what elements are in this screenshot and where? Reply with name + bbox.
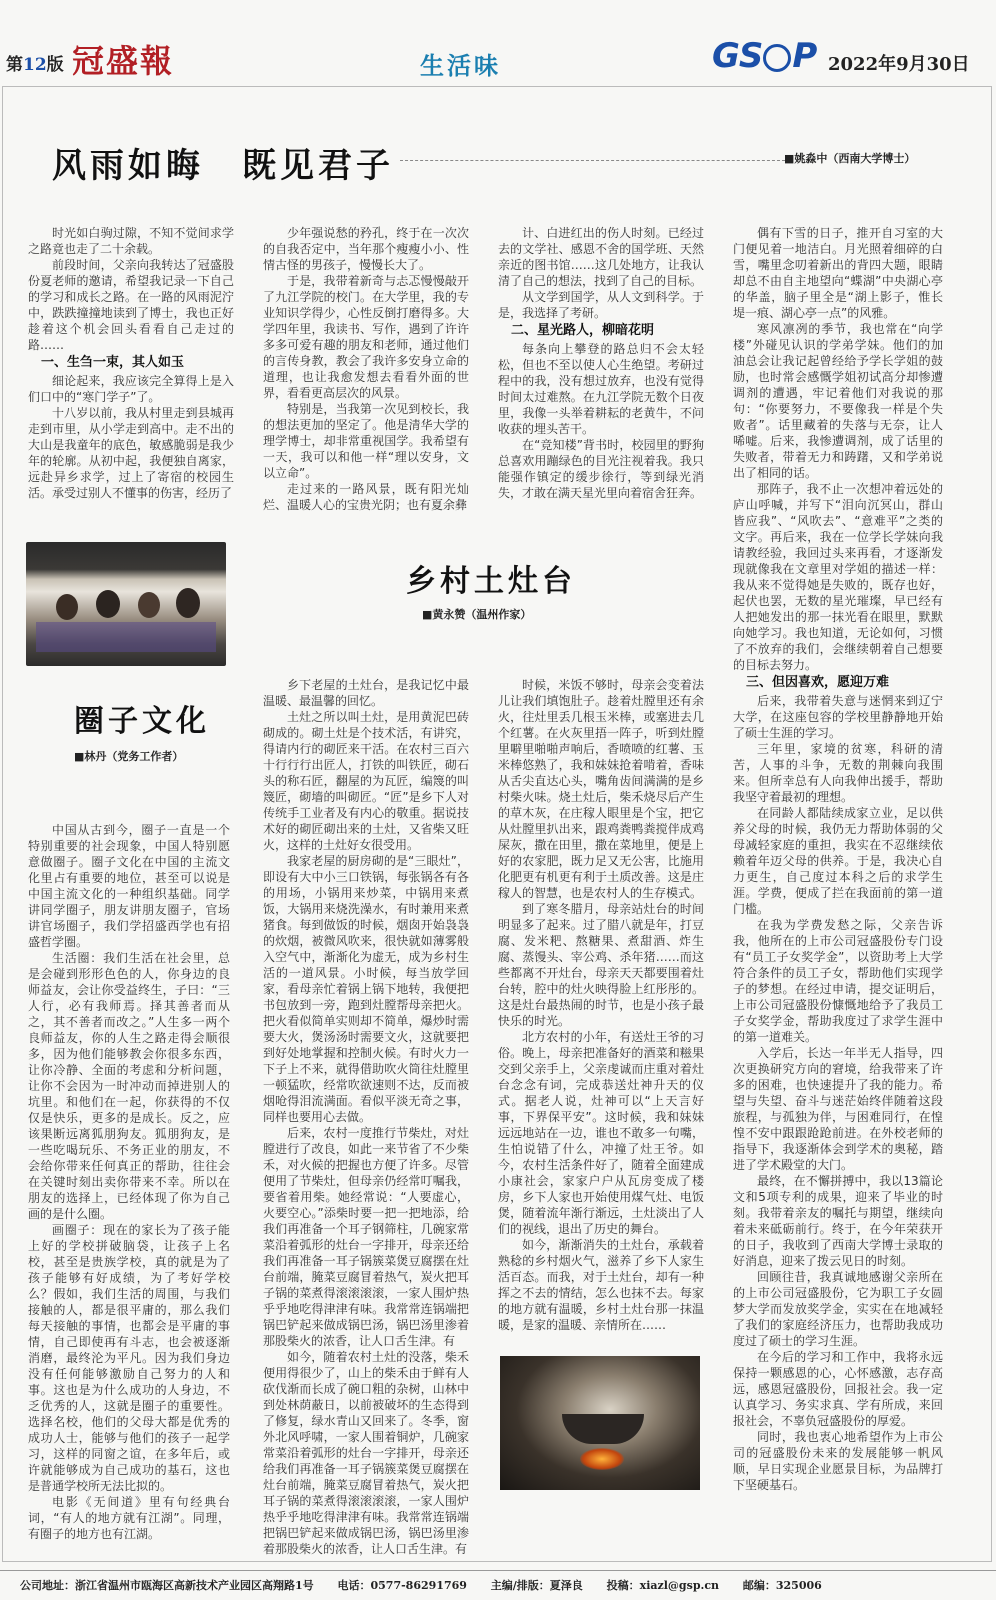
paragraph: 我家老屋的厨房砌的是“三眼灶”，即设有大中小三口铁锅，每张锅各有各的用场，小锅用来炒菜，中锅用来煮饭，大锅用来烧洗澡水，有时兼用来煮猪食。每到做饭的时候，烟囱开始袅袅的炊烟，被微风吹来，很快就如薄雾般入空气中，渐渐化为虚无，成为乡村生活的一道风景。小时候，每当放学回家，看母亲忙着锅上锅下地转，我便把书包放到一旁，跑到灶膛帮母亲把火。把火看似简单实则却不简单，爆炒时需要大火，煲汤汤时需要文火，这就要把到好处地掌握和控制火候。有时火力一下子上不来，就得借助吹火筒往灶膛里一顿猛吹，经常吹欲速则不达，反而被烟呛得泪流满面。看似平淡无奇之事，同样也要用心去做。	[263, 854, 469, 1124]
article2-column-1	[263, 677, 469, 1556]
paragraph: 回顾往昔，我真诚地感谢父亲所在的上市公司冠盛股份，它为职工子女圆梦大学而发放奖学金，实实在在地减轻了我们的家庭经济压力，也帮助我成功度过了硕士的学习生涯。	[733, 1270, 943, 1348]
subheading: 二、星光路人，柳暗花明	[511, 323, 655, 338]
footer	[20, 1577, 980, 1593]
section-title: 生活味	[420, 52, 501, 80]
paragraph: 中国从古到今，圈子一直是一个特别重要的社会现象，中国人特别愿意做圈子。圈子文化在中国的主流文化里占有重要的地位，甚至可以说是中国主流文化的一种组织基础。同学讲同学圈子，朋友讲朋友圈子，官场讲官场圈子，我们学招盛西学也有招盛哲学圈。	[28, 823, 230, 949]
article1-column-4	[733, 225, 943, 1515]
pot-shape	[562, 1414, 644, 1444]
paragraph: 十八岁以前，我从村里走到县城再走到市里，从小学走到高中。走不出的大山是我童年的底色，敏感脆弱是我少年的轮廓。从初中起，我便独自离家，远赴异乡求学，过上了寄宿的校园生活。承受过别人不懂事的伤害，经历了	[28, 406, 234, 500]
paragraph: 生活圈：我们生活在社会里，总是会碰到形形色色的人，你身边的良师益友，会让你受益终生，子曰：“三人行，必有我师焉。择其善者而从之，其不善者而改之。”人生多一两个良师益友，你的人生之路走得会顺很多，因为他们能够教会你很多东西，让你冷静、全面的考虑和分析问题，让你不会因为一时冲动而掉进别人的坑里。和他们在一起，你获得的不仅仅是快乐，更多的是成长。反之，应该果断远离狐朋狗友。狐朋狗友，是一些吃喝玩乐、不务正业的朋友，不会给你带来任何真正的帮助，往往会在关键时刻出卖你带来不幸。所以在朋友的选择上，已经体现了你为自己画的是什么圈。	[28, 951, 230, 1221]
footer-phone: 电话：0577-86291769	[337, 1579, 467, 1592]
footer-email[interactable]: 投稿：xiazl@gsp.cn	[606, 1579, 720, 1592]
paragraph: 细论起来，我应该完全算得上是入们口中的“寒门学子”了。	[28, 374, 234, 404]
paragraph: 在“竞知楼”背书时，校园里的野狗总喜欢用蹦绿色的目光注视着我。我只能强作镇定的缓步徐行，等到绿光消失，才敢在满天星光里向着宿舍狂奔。	[498, 438, 704, 500]
article1-author: ■姚淼中（西南大学博士）	[784, 152, 916, 165]
subheading: 三、但因喜欢，愿迎万难	[746, 675, 890, 690]
gsp-logo: GS P	[712, 36, 817, 76]
paragraph: 画圈子：现在的家长为了孩子能上好的学校拼破脑袋，让孩子上名校，甚至是贵族学校，真的就是为了孩子能够有好成绩，为了考好学校么？假如，我们生活的周围，与我们接触的人，都是很平庸的，那么我们每天接触的事情，也都会是平庸的事情，自己即使再有斗志，也会被逐渐消磨，最终沦为平凡。因为我们身边没有任何能够激励自己努力的人和事。这也是为什么成功的人身边，不乏优秀的人，这就是圈子的重要性。选择名校，他们的父母大都是优秀的成功人士，能够与他们的孩子一起学习，这样的同窗之谊，在多年后，或许就能够成为自己成功的基石，这也是普通学校所无法比拟的。	[28, 1223, 230, 1493]
paragraph: 在我为学费发愁之际，父亲告诉我，他所在的上市公司冠盛股份专门设有“员工子女奖学金”，以资助考上大学符合条件的员工子女，帮助他们实现学子的梦想。在经过申请，提交证明后，上市公司冠盛股份慷慨地给予了我员工子女奖学金，帮助我度过了求学生涯中的第一道难关。	[733, 918, 943, 1044]
paragraph: 时光如白驹过隙，不知不觉间求学之路竟也走了二十余载。	[28, 226, 234, 256]
paragraph: 时候，米饭不够时，母亲会变着法儿让我们填饱肚子。趁着灶膛里还有余火，往灶里丢几根玉米棒，或塞进去几个红薯。在火灰里捂一阵子，听到灶膛里噼里啪啪声响后，香喷喷的红薯、玉米棒悠熟了，我和妹妹抢着啃着，香味从舌尖直达心头，嘴角齿间满满的是乡村柴火味。烧土灶后，柴禾烧尽后产生的草木灰，在庄稼人眼里是个宝，把它从灶膛里扒出来，跟鸡粪鸭粪搅伴成鸡屎灰，撒在田里，撒在菜地里，便是上好的农家肥，既力足又无公害，比施用化肥更有机更有利于土质改善。这是庄稼人的智慧，也是农村人的生存模式。	[498, 678, 704, 900]
issue-date: 2022年9月30日	[828, 54, 970, 75]
paragraph: 寒风凛冽的季节，我也常在“向学楼”外碰见认识的学弟学妹。他们的加油总会让我记起曾经给予学长学姐的鼓励，也时常会感慨学姐初试高分却惨遭调剂的遭遇，牢记着他们对我说的那句：“你要努力，不要像我一样是个失败者”。话里藏着的失落与无奈，让人唏嘘。后来，我惨遭调剂，成了话里的失败者，带着无力和踌躇，又和学弟说出了相同的话。	[733, 322, 943, 480]
paragraph: 少年强说愁的矜孔，终于在一次次的自我否定中，当年那个瘦瘦小小、性情古怪的男孩子，慢慢长大了。	[263, 226, 469, 272]
paragraph: 最终，在不懈拼搏中，我以13篇论文和5项专利的成果，迎来了毕业的时刻。我带着亲友的嘱托与期望，继续向着未来砥砺前行。终于，在今年荣获开的日子，我收到了西南大学博士录取的好消息，迎来了拨云见日的时刻。	[733, 1174, 943, 1268]
paragraph: 于是，我带着新奇与忐忑慢慢敲开了九江学院的校门。在大学里，我的专业知识学得少，心性反倒打磨得多。大学四年里，我读书、写作，遇到了许许多多可爱有趣的朋友和老师，通过他们的言传身教，教会了我许多安身立命的道理，也让我愈发想去看看外面的世界，看看更高层次的风景。	[263, 274, 469, 400]
paragraph: 从文学到国学，从人文到科学。于是，我选择了考研。	[498, 290, 704, 320]
paragraph: 北方农村的小年，有送灶王爷的习俗。晚上，母亲把准备好的酒菜和糍果交到父亲手上，父亲虔诚而庄重对着灶台念念有词，完成恭送灶神升天的仪式。据老人说，灶神可以“上天言好事，下界保平安”。这时候，我和妹妹远远地站在一边，谁也不敢多一句嘴，生怕说错了什么，冲撞了灶王爷。如今，农村生活条件好了，随着全面建成小康社会，家家户户从瓦房变成了楼房，乡下人家也开始使用煤气灶、电饭煲，随着流年渐行渐远，土灶淡出了人们的视线，退出了历史的舞台。	[498, 1030, 704, 1236]
paragraph: 后来，农村一度推行节柴灶，对灶膛进行了改良，如此一来节省了不少柴禾，对火候的把握也方便了许多。尽管便用了节柴灶，但母亲仍经常叮嘱我，要省着用柴。她经常说：“人要虚心，火要空心。”添柴时要一把一把地添，给我们再准备一个耳子钢筛柱，几碗家常菜沿着弧形的灶台一字排开，母亲还给我们再准备一耳子锅簇菜煲豆腐摆在灶台前端，腌菜豆腐冒着热气，炭火把耳子锅的菜煮得滚滚滚滚，一家人围炉热乎乎地吃得津津有味。我常常连锅端把锅巴铲起来做成锅巴汤，锅巴汤里渗着那股柴火的浓香，让人口舌生津。有	[263, 1126, 469, 1348]
article1-title: 风雨如晦 既见君子	[52, 146, 394, 186]
article3-column-1	[28, 822, 230, 1541]
paragraph: 同时，我也衷心地希望作为上市公司的冠盛股份未来的发展能够一帆风顺，早日实现企业愿景目标，为品牌打下坚硬基石。	[733, 1430, 943, 1492]
article1-column-1	[28, 225, 234, 515]
article2-column-2	[498, 677, 704, 1332]
paragraph: 在同龄人都陆续成家立业，足以供养父母的时候，我仍无力帮助体弱的父母减轻家庭的重担，我实在不忍继续依赖着年迈父母的供养。于是，我决心自力更生，自己度过本科之后的求学生涯。学费，便成了拦在我面前的第一道门槛。	[733, 806, 943, 916]
paragraph: 前段时间，父亲向我转达了冠盛股份夏老师的邀请，希望我记录一下自己的学习和成长之路。在一路的风雨泥泞中，跌跌撞撞地读到了博士，我也正好趁着这个机会回头看看自己走过的路……	[28, 258, 234, 352]
stove-photo	[500, 1356, 700, 1490]
paragraph: 后来，我带着失意与迷惘来到辽宁大学，在这座包容的学校里静静地开始了硕士生涯的学习。	[733, 694, 943, 740]
paragraph: 土灶之所以叫土灶，是用黄泥巴砖砌成的。砌土灶是个技术活，有讲究，得请内行的砌匠来干活。在农村三百六十行行行出匠人，打铁的叫铁匠，砌石头的称石匠，翻屋的为瓦匠，编篾的叫篾匠，砌墙的叫砌匠。“匠”是乡下人对传统手工业者及有内心的敬重。据说技术好的砌匠砌出来的土灶，又省柴又旺火，这样的土灶好女很受用。	[263, 710, 469, 852]
paragraph: 如今，渐渐消失的土灶台，承载着熟稔的乡村烟火气，滋养了乡下人家生活百态。而我，对于土灶台，却有一种挥之不去的情结，怎么也抹不去。每家的地方就有温暖，乡村土灶台那一抹温暖，是家的温暖、亲情所在……	[498, 1238, 704, 1332]
subheading: 一、生刍一束，其人如玉	[41, 355, 185, 370]
paragraph: 电影《无间道》里有句经典台词，“有人的地方就有江湖”。同理，有圈子的地方也有江湖。	[28, 1495, 230, 1541]
article2-author: ■黄永赞（温州作家）	[422, 608, 532, 621]
paragraph: 偶有下雪的日子，推开自习室的大门便见着一地洁白。月光照着细碎的白雪，嘴里念叨着新出的背四大题，眼睛却总不由自主地望向“蝶湖”中央湖心亭的华盖，脑子里全是“湖上影子，惟长堤一痕、湖心亭一点”的风雅。	[733, 226, 943, 320]
title-divider	[400, 160, 785, 161]
paragraph: 在今后的学习和工作中，我将永远保持一颗感恩的心，心怀感激，志存高远，感恩冠盛股份，回报社会。我一定认真学习、务实求真、学有所成，来回报社会，不辜负冠盛股份的厚爱。	[733, 1350, 943, 1428]
paragraph: 乡下老屋的土灶台，是我记忆中最温暖、最温馨的回忆。	[263, 678, 469, 708]
article1-column-3	[498, 225, 704, 510]
people-photo	[26, 542, 226, 666]
page-number: 第12版	[6, 55, 64, 75]
paragraph: 入学后，长达一年半无人指导，四次更换研究方向的窘境，给我带来了许多的困难，也快速提升了我的能力。希望与失望、奋斗与迷茫始终伴随着这段旅程，与孤独为伴，与困难同行，在惶惶不安中跟跟跄跄前进。在外校老师的指导下，我逐渐体会到学术的奥秘，踏进了学术殿堂的大门。	[733, 1046, 943, 1172]
paragraph: 如今，随着农村土灶的没落，柴禾便用得很少了，山上的柴禾由于鲜有人砍伐渐而长成了碗口粗的杂树，山林中到处林荫蔽日，以前被破坏的生态得到了修复，绿水青山又回来了。冬季，窗外北风呼啸，一家人围着铜炉，几碗家常菜沿着弧形的灶台一字排开，母亲还给我们再准备一耳子锅簇菜煲豆腐摆在灶台前端，腌菜豆腐冒着热气，炭火把耳子锅的菜煮得滚滚滚滚，一家人围炉热乎乎地吃得津津有味。我常常连锅端把锅巴铲起来做成锅巴汤，锅巴汤里渗着那股柴火的浓香，让人口舌生津。有	[263, 1350, 469, 1556]
footer-divider	[0, 1570, 996, 1571]
paragraph: 那阵子，我不止一次想冲着远处的庐山呼喊，并写下“泪向沉冥山，群山皆应我”、“风吹去”、“意难平”之类的文字。再后来，我在一位学长学妹向我请教经验，我回过头来再看，才逐渐发现就像我在文章里对学姐的描述一样：我从来不觉得她是失败的，既存也好，起伏也罢，无数的星光璀璨，早已经有人把她发出的那一抹光看在眼里，默默向她学习。我也知道，无论如何，习惯了不放弃的我们，会继续朝着自己想要的目标去努力。	[733, 482, 943, 672]
newspaper-name: 冠盛報	[72, 42, 175, 80]
fire-shape	[580, 1448, 624, 1470]
footer-editor: 主编/排版：夏泽良	[490, 1579, 583, 1592]
article2-title: 乡村土灶台	[406, 564, 576, 599]
paragraph: 每条向上攀登的路总归不会太轻松，但也不至以使人心生绝望。考研过程中的我，没有想过放弃，也没有觉得时间太过难熬。在九江学院无数个日夜里，我像一头举着耕耘的老黄牛，不问收获的埋头苦干。	[498, 342, 704, 436]
paragraph: 到了寒冬腊月，母亲站灶台的时间明显多了起来。过了腊八就是年，打豆腐、发米粑、熬糖果、煮甜酒、炸生腐、蒸馒头、宰公鸡、杀年猪……而这些都离不开灶台，母亲天天都要围着灶台转，腔中的灶火映得脸上红彤彤的。这是灶台最热闹的时节，也是小孩子最快乐的时光。	[498, 902, 704, 1028]
article3-author: ■林丹（党务工作者）	[74, 750, 184, 763]
article3-title: 圈子文化	[74, 704, 210, 739]
masthead	[0, 36, 996, 82]
paragraph: 三年里，家境的贫寒，科研的清苦，人事的斗争，无数的荆棘向我围来。但所幸总有人向我伸出援手，帮助我坚守着最初的理想。	[733, 742, 943, 804]
paragraph: 计、白进红出的伤人时刻。已经过去的文学社、感恩不舍的国学班、天然亲近的图书馆……这几处地方，让我认清了自己的想法，找到了自己的目标。	[498, 226, 704, 288]
footer-address: 公司地址：浙江省温州市瓯海区高新技术产业园区高翔路1号	[20, 1579, 314, 1592]
paragraph: 特别是，当我第一次见到校长，我的想法更加的坚定了。他是清华大学的理学博士，却非常重视国学。我希望有一天，我可以和他一样“理以安身，文以立命”。	[263, 402, 469, 480]
article1-column-2	[263, 225, 469, 515]
paragraph: 走过来的一路风景，既有阳光灿烂、温暖人心的宝贵光阴；也有夏余彝	[263, 482, 469, 512]
footer-postcode: 邮编：325006	[742, 1579, 822, 1592]
